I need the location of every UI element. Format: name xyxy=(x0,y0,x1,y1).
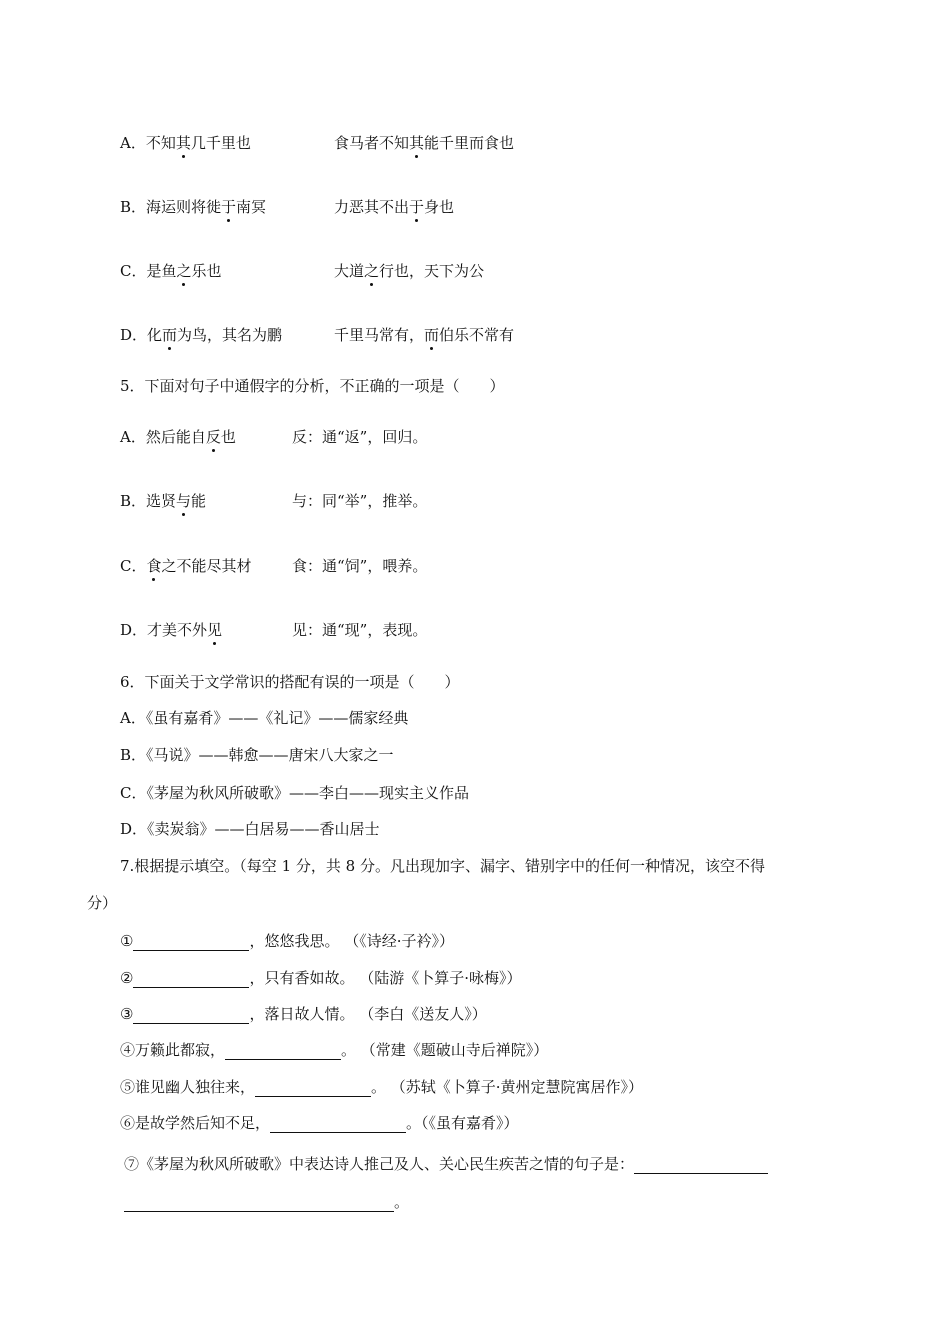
text: 伯乐不常有 xyxy=(439,326,515,344)
q5-option-d-left xyxy=(120,620,222,640)
answer-blank[interactable] xyxy=(225,1043,341,1060)
text: 大道 xyxy=(334,262,365,280)
q7-item-1 xyxy=(120,931,454,951)
text: 能 xyxy=(191,492,207,510)
text: 。 （常建《题破山寺后禅院》） xyxy=(341,1041,549,1059)
text: 食马者不知 xyxy=(334,134,410,152)
q5-option-b-left xyxy=(120,491,206,511)
text: 能千里而食也 xyxy=(424,134,515,152)
q4-option-a-right xyxy=(334,133,514,153)
emphasized-char: 而 xyxy=(424,326,440,344)
text: D．化 xyxy=(120,326,163,344)
text: ，落日故人情。 （李白《送友人》） xyxy=(249,1005,487,1023)
q5-option-c-right: 食：通“饲”，喂养。 xyxy=(292,557,428,575)
emphasized-char: 于 xyxy=(409,198,425,216)
text: ③ xyxy=(120,1005,134,1023)
q7-item-6 xyxy=(120,1113,519,1133)
emphasized-char: 于 xyxy=(221,198,237,216)
answer-blank[interactable] xyxy=(270,1116,406,1133)
q4-option-c-right xyxy=(334,261,484,281)
text: ⑦《茅屋为秋风所破歌》中表达诗人推己及人、关心民生疾苦之情的句子是： xyxy=(124,1155,635,1173)
q7-stem: 7.根据提示填空。（每空 1 分，共 8 分。凡出现加字、漏字、错别字中的任何一种情况，该空不得 xyxy=(120,857,765,875)
emphasized-char: 而 xyxy=(162,326,178,344)
q5-option-b-right: 与：同“举”，推举。 xyxy=(292,492,428,510)
text: B．选贤 xyxy=(120,492,177,510)
text: 。（《虽有嘉肴》） xyxy=(406,1114,519,1132)
text: 。 （苏轼《卜算子·黄州定慧院寓居作》） xyxy=(371,1078,644,1096)
text: 为鸟，其名为鹏 xyxy=(177,326,283,344)
answer-blank[interactable] xyxy=(124,1195,394,1212)
q5-option-a-right: 反：通“返”，回归。 xyxy=(292,428,428,446)
text: 身也 xyxy=(424,198,455,216)
text: ，只有香如故。 （陆游《卜算子·咏梅》） xyxy=(249,969,522,987)
q7-item-4 xyxy=(120,1040,548,1060)
q7-item-7-continued xyxy=(124,1192,409,1212)
q6-option-a: A．《虽有嘉肴》——《礼记》——儒家经典 xyxy=(120,709,409,727)
emphasized-char: 之 xyxy=(176,262,192,280)
q5-option-d-right: 见：通“现”，表现。 xyxy=(292,621,428,639)
text: 也 xyxy=(220,428,236,446)
text: ① xyxy=(120,932,134,950)
text: C． xyxy=(120,557,147,575)
q4-option-d-left xyxy=(120,325,282,345)
answer-blank[interactable] xyxy=(133,971,249,988)
answer-blank[interactable] xyxy=(133,1007,249,1024)
text: A．然后能自 xyxy=(120,428,206,446)
q4-option-c-left xyxy=(120,261,222,281)
text: C．是鱼 xyxy=(120,262,177,280)
emphasized-char: 其 xyxy=(409,134,425,152)
emphasized-char: 见 xyxy=(207,621,223,639)
answer-blank[interactable] xyxy=(133,934,249,951)
text: 。 xyxy=(394,1193,410,1211)
text: 之不能尽其材 xyxy=(161,557,252,575)
text: ④万籁此都寂， xyxy=(120,1041,226,1059)
text: 几千里也 xyxy=(190,134,251,152)
q7-stem-continued: 分） xyxy=(87,894,118,912)
emphasized-char: 其 xyxy=(175,134,191,152)
text: ⑤谁见幽人独往来， xyxy=(120,1078,256,1096)
text: 南冥 xyxy=(236,198,267,216)
q7-item-7 xyxy=(124,1154,768,1174)
q4-option-d-right xyxy=(334,325,514,345)
q7-item-3 xyxy=(120,1004,487,1024)
q5-option-a-left xyxy=(120,427,236,447)
q7-item-5 xyxy=(120,1077,643,1097)
q5-option-c-left xyxy=(120,556,252,576)
emphasized-char: 食 xyxy=(146,557,162,575)
text: 行也，天下为公 xyxy=(379,262,485,280)
emphasized-char: 与 xyxy=(176,492,192,510)
text: 乐也 xyxy=(191,262,222,280)
text: 千里马常有， xyxy=(334,326,425,344)
q6-stem: 6．下面关于文学常识的搭配有误的一项是（ ） xyxy=(120,673,460,691)
q4-option-a-left xyxy=(120,133,251,153)
q6-option-b: B．《马说》——韩愈——唐宋八大家之一 xyxy=(120,746,394,764)
q4-option-b-left xyxy=(120,197,266,217)
answer-blank[interactable] xyxy=(255,1080,371,1097)
text: B．海运则将徙 xyxy=(120,198,222,216)
text: ⑥是故学然后知不足， xyxy=(120,1114,271,1132)
text: A．不知 xyxy=(120,134,176,152)
q6-option-c: C．《茅屋为秋风所破歌》——李白——现实主义作品 xyxy=(120,784,469,802)
answer-blank[interactable] xyxy=(634,1157,768,1174)
emphasized-char: 之 xyxy=(364,262,380,280)
text: ，悠悠我思。 （《诗经·子衿》） xyxy=(249,932,454,950)
emphasized-char: 反 xyxy=(205,428,221,446)
q5-stem: 5．下面对句子中通假字的分析，不正确的一项是（ ） xyxy=(120,377,505,395)
q6-option-d: D．《卖炭翁》——白居易——香山居士 xyxy=(120,820,380,838)
text: ② xyxy=(120,969,134,987)
text: 力恶其不出 xyxy=(334,198,410,216)
q4-option-b-right xyxy=(334,197,454,217)
text: D．才美不外 xyxy=(120,621,208,639)
q7-item-2 xyxy=(120,968,522,988)
